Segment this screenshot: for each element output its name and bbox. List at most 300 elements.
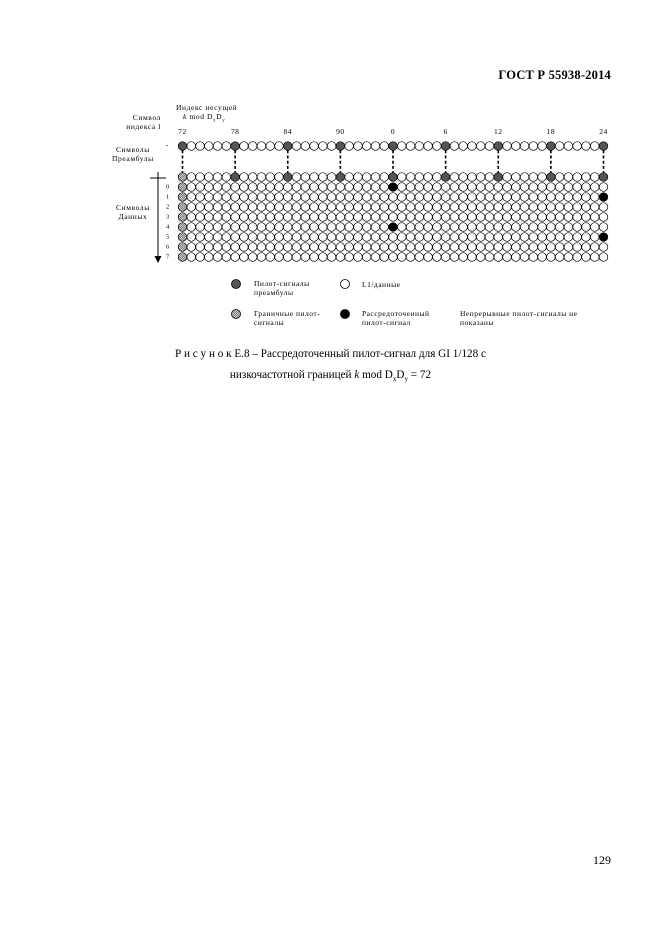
data-cell — [345, 193, 354, 202]
data-cell — [257, 233, 266, 242]
data-cell — [205, 253, 214, 262]
data-cell — [494, 193, 503, 202]
data-cell — [389, 233, 398, 242]
legend-scattered-pilot: Рассредоточенный пилот-сигнал — [362, 309, 430, 327]
data-cell — [397, 183, 406, 192]
data-cell — [564, 253, 573, 262]
data-cell — [345, 173, 354, 182]
legend-l1-data: L1/данные — [362, 280, 401, 289]
data-cell — [327, 213, 336, 222]
data-cell — [415, 183, 424, 192]
data-cell — [327, 193, 336, 202]
data-cell — [371, 203, 380, 212]
data-label-line1: Символы — [116, 203, 150, 212]
data-cell — [573, 223, 582, 232]
data-cell — [257, 223, 266, 232]
data-cell — [573, 173, 582, 182]
data-cell — [485, 213, 494, 222]
preamble-data-cell — [450, 142, 459, 151]
data-cell — [301, 243, 310, 252]
data-cell — [380, 193, 389, 202]
data-cell — [380, 223, 389, 232]
data-cell — [283, 223, 292, 232]
data-cell — [406, 233, 415, 242]
edge-pilot-cell — [178, 243, 187, 252]
data-cell — [319, 253, 328, 262]
data-cell — [319, 173, 328, 182]
data-cell — [441, 213, 450, 222]
data-cell — [529, 243, 538, 252]
data-cell — [240, 223, 249, 232]
data-cell — [441, 223, 450, 232]
data-cell — [231, 203, 240, 212]
data-cell — [590, 213, 599, 222]
data-cell — [187, 203, 196, 212]
data-cell — [547, 243, 556, 252]
row-tick-label: 1 — [166, 193, 170, 201]
data-cell — [441, 233, 450, 242]
data-cell — [397, 223, 406, 232]
data-cell — [266, 203, 275, 212]
preamble-data-cell — [213, 142, 222, 151]
preamble-data-cell — [476, 142, 485, 151]
carrier-label-line2: k mod $D_xD_y$ — [183, 112, 226, 124]
data-cell — [301, 223, 310, 232]
edge-pilot-cell — [178, 253, 187, 262]
data-cell — [345, 203, 354, 212]
data-cell — [292, 243, 301, 252]
data-cell — [590, 253, 599, 262]
data-cell — [389, 203, 398, 212]
edge-pilot-cell — [178, 183, 187, 192]
data-cell — [573, 193, 582, 202]
data-cell — [205, 243, 214, 252]
data-cell — [389, 193, 398, 202]
data-cell — [345, 253, 354, 262]
preamble-data-cell — [362, 142, 371, 151]
data-cell — [380, 253, 389, 262]
preamble-pilot-cell — [441, 173, 450, 182]
data-cell — [555, 183, 564, 192]
data-cell — [240, 253, 249, 262]
data-cell — [292, 203, 301, 212]
data-cell — [301, 253, 310, 262]
data-cell — [441, 183, 450, 192]
data-cell — [494, 213, 503, 222]
data-cell — [389, 213, 398, 222]
data-cell — [319, 243, 328, 252]
preamble-data-cell — [406, 142, 415, 151]
data-cell — [424, 233, 433, 242]
data-cell — [485, 193, 494, 202]
data-cell — [257, 243, 266, 252]
data-cell — [441, 243, 450, 252]
data-cell — [310, 253, 319, 262]
data-cell — [564, 213, 573, 222]
data-cell — [187, 193, 196, 202]
data-cell — [459, 193, 468, 202]
data-cell — [345, 223, 354, 232]
data-cell — [511, 183, 520, 192]
carrier-tick-label: 0 — [390, 127, 396, 136]
data-cell — [371, 223, 380, 232]
preamble-data-cell — [564, 142, 573, 151]
data-cell — [275, 243, 284, 252]
data-cell — [599, 183, 608, 192]
data-cell — [415, 203, 424, 212]
data-cell — [511, 213, 520, 222]
data-cell — [310, 203, 319, 212]
caption-sub-y: y — [404, 375, 408, 384]
data-cell — [529, 213, 538, 222]
data-cell — [520, 183, 529, 192]
data-cell — [327, 183, 336, 192]
caption-d: D — [396, 369, 405, 381]
carrier-tick-label: 24 — [599, 127, 608, 136]
data-cell — [503, 183, 512, 192]
data-cell — [380, 213, 389, 222]
data-cell — [397, 173, 406, 182]
data-cell — [503, 213, 512, 222]
data-cell — [520, 173, 529, 182]
data-cell — [547, 213, 556, 222]
data-cell — [441, 193, 450, 202]
data-cell — [406, 223, 415, 232]
data-cell — [590, 173, 599, 182]
preamble-data-cell — [345, 142, 354, 151]
data-cell — [476, 243, 485, 252]
edge-pilot-cell — [178, 233, 187, 242]
carrier-label-line1: Индекс несущей — [176, 103, 238, 112]
data-cell — [222, 183, 231, 192]
data-cell — [240, 213, 249, 222]
preamble-data-cell — [292, 142, 301, 151]
data-cell — [503, 233, 512, 242]
data-cell — [187, 173, 196, 182]
data-cell — [503, 223, 512, 232]
preamble-pilot-cell — [231, 173, 240, 182]
data-cell — [380, 243, 389, 252]
data-cell — [248, 223, 257, 232]
data-cell — [336, 243, 345, 252]
data-cell — [529, 253, 538, 262]
data-cell — [196, 183, 205, 192]
data-cell — [336, 193, 345, 202]
l1-data-legend-icon — [339, 278, 351, 290]
data-cell — [476, 213, 485, 222]
preamble-pilot-cell — [389, 142, 398, 151]
data-cell — [327, 253, 336, 262]
data-cell — [354, 193, 363, 202]
data-cell — [511, 173, 520, 182]
data-cell — [205, 193, 214, 202]
data-cell — [292, 253, 301, 262]
carrier-tick-label: 12 — [494, 127, 503, 136]
data-cell — [547, 223, 556, 232]
scattered-pilot-cell — [599, 193, 608, 202]
data-label-line2: Данных — [118, 212, 148, 221]
data-cell — [240, 173, 249, 182]
legend-continual-pilots: Непрерывные пилот-сигналы не показаны — [460, 309, 578, 327]
data-cell — [529, 183, 538, 192]
carrier-sub-x: x — [213, 118, 217, 124]
data-cell — [582, 233, 591, 242]
carrier-d: D — [216, 112, 223, 121]
data-cell — [327, 173, 336, 182]
data-cell — [564, 173, 573, 182]
data-cell — [248, 253, 257, 262]
data-cell — [275, 253, 284, 262]
data-cell — [319, 183, 328, 192]
data-cell — [433, 223, 442, 232]
data-cell — [538, 243, 547, 252]
data-cell — [380, 183, 389, 192]
data-cell — [275, 183, 284, 192]
data-cell — [310, 243, 319, 252]
data-cell — [424, 243, 433, 252]
data-cell — [406, 213, 415, 222]
row-tick-label: 4 — [166, 223, 170, 231]
data-cell — [547, 203, 556, 212]
data-cell — [231, 193, 240, 202]
data-cell — [459, 183, 468, 192]
data-cell — [520, 223, 529, 232]
data-cell — [266, 183, 275, 192]
data-cell — [327, 223, 336, 232]
data-cell — [196, 203, 205, 212]
data-cell — [538, 253, 547, 262]
data-cell — [213, 193, 222, 202]
data-cell — [301, 183, 310, 192]
data-cell — [380, 173, 389, 182]
preamble-pilot-cell — [599, 173, 608, 182]
data-cell — [292, 173, 301, 182]
data-cell — [538, 183, 547, 192]
data-cell — [196, 223, 205, 232]
preamble-data-cell — [485, 142, 494, 151]
data-cell — [248, 193, 257, 202]
data-cell — [362, 173, 371, 182]
data-cell — [222, 243, 231, 252]
data-cell — [310, 173, 319, 182]
data-cell — [538, 223, 547, 232]
data-cell — [538, 173, 547, 182]
data-cell — [573, 183, 582, 192]
data-cell — [485, 243, 494, 252]
data-cell — [485, 203, 494, 212]
data-cell — [529, 173, 538, 182]
data-cell — [354, 183, 363, 192]
data-cell — [310, 213, 319, 222]
data-cell — [468, 193, 477, 202]
data-cell — [590, 243, 599, 252]
symbol-label-line1: Символ — [132, 113, 161, 122]
data-cell — [248, 183, 257, 192]
data-cell — [590, 193, 599, 202]
data-cell — [415, 243, 424, 252]
preamble-data-cell — [529, 142, 538, 151]
data-cell — [582, 223, 591, 232]
data-cell — [503, 173, 512, 182]
data-cell — [205, 173, 214, 182]
preamble-data-cell — [222, 142, 231, 151]
data-cell — [231, 233, 240, 242]
data-cell — [362, 183, 371, 192]
data-cell — [397, 233, 406, 242]
data-cell — [476, 183, 485, 192]
data-cell — [415, 253, 424, 262]
data-cell — [494, 203, 503, 212]
data-cell — [248, 233, 257, 242]
data-cell — [520, 253, 529, 262]
data-cell — [476, 193, 485, 202]
preamble-data-cell — [459, 142, 468, 151]
data-cell — [503, 253, 512, 262]
data-cell — [327, 203, 336, 212]
data-cell — [240, 183, 249, 192]
data-cell — [573, 243, 582, 252]
data-cell — [362, 223, 371, 232]
data-cell — [257, 253, 266, 262]
data-cell — [362, 253, 371, 262]
preamble-data-cell — [503, 142, 512, 151]
data-cell — [406, 183, 415, 192]
data-cell — [213, 183, 222, 192]
data-cell — [459, 213, 468, 222]
carrier-tick-label: 78 — [230, 127, 240, 136]
data-cell — [529, 203, 538, 212]
data-cell — [283, 233, 292, 242]
data-cell — [187, 253, 196, 262]
data-cell — [511, 223, 520, 232]
data-cell — [275, 193, 284, 202]
data-cell — [187, 233, 196, 242]
data-cell — [415, 233, 424, 242]
data-cell — [485, 183, 494, 192]
preamble-marker: - — [166, 140, 170, 149]
data-cell — [310, 223, 319, 232]
data-cell — [511, 243, 520, 252]
data-cell — [362, 193, 371, 202]
data-cell — [336, 233, 345, 242]
data-cell — [231, 253, 240, 262]
edge-pilot-cell — [178, 193, 187, 202]
data-cell — [196, 233, 205, 242]
preamble-data-cell — [582, 142, 591, 151]
data-cell — [468, 253, 477, 262]
data-cell — [433, 233, 442, 242]
data-cell — [345, 233, 354, 242]
preamble-data-cell — [354, 142, 363, 151]
preamble-pilot-cell — [283, 142, 292, 151]
data-cell — [275, 233, 284, 242]
data-cell — [275, 173, 284, 182]
preamble-pilot-cell — [494, 173, 503, 182]
carrier-tick-label: 6 — [443, 127, 448, 136]
data-cell — [590, 183, 599, 192]
data-cell — [564, 203, 573, 212]
data-cell — [222, 233, 231, 242]
data-cell — [520, 213, 529, 222]
data-cell — [415, 213, 424, 222]
data-cell — [441, 253, 450, 262]
data-cell — [187, 243, 196, 252]
data-cell — [520, 193, 529, 202]
data-cell — [459, 253, 468, 262]
data-cell — [371, 253, 380, 262]
data-cell — [476, 173, 485, 182]
data-cell — [599, 213, 608, 222]
preamble-data-cell — [573, 142, 582, 151]
data-cell — [397, 243, 406, 252]
data-cell — [433, 193, 442, 202]
data-cell — [266, 223, 275, 232]
data-cell — [275, 213, 284, 222]
data-cell — [450, 233, 459, 242]
data-cell — [511, 253, 520, 262]
data-cell — [547, 193, 556, 202]
data-cell — [389, 253, 398, 262]
preamble-pilot-cell — [178, 173, 187, 182]
data-cell — [397, 253, 406, 262]
data-cell — [319, 223, 328, 232]
preamble-data-cell — [187, 142, 196, 151]
preamble-data-cell — [301, 142, 310, 151]
data-cell — [450, 223, 459, 232]
data-cell — [354, 233, 363, 242]
data-cell — [371, 243, 380, 252]
data-cell — [222, 193, 231, 202]
data-cell — [266, 193, 275, 202]
data-cell — [582, 253, 591, 262]
data-cell — [301, 203, 310, 212]
data-cell — [310, 193, 319, 202]
data-cell — [292, 213, 301, 222]
data-cell — [582, 183, 591, 192]
data-cell — [371, 213, 380, 222]
data-cell — [319, 203, 328, 212]
preamble-pilot-cell — [283, 173, 292, 182]
preamble-data-cell — [275, 142, 284, 151]
data-cell — [292, 223, 301, 232]
data-cell — [459, 223, 468, 232]
data-cell — [222, 213, 231, 222]
data-cell — [213, 213, 222, 222]
standard-header: ГОСТ Р 55938-2014 — [498, 68, 611, 82]
data-cell — [424, 213, 433, 222]
data-cell — [582, 203, 591, 212]
carrier-tick-label: 90 — [336, 127, 345, 136]
row-tick-label: 3 — [166, 213, 170, 221]
data-cell — [468, 233, 477, 242]
data-cell — [529, 193, 538, 202]
data-cell — [573, 203, 582, 212]
preamble-data-cell — [371, 142, 380, 151]
data-cell — [415, 223, 424, 232]
caption-k: k — [354, 369, 360, 381]
data-cell — [468, 223, 477, 232]
data-cell — [415, 173, 424, 182]
data-cell — [468, 243, 477, 252]
preamble-label-line1: Символы — [115, 145, 150, 154]
preamble-data-cell — [327, 142, 336, 151]
legend-edge-pilots: Граничные пилот-сигналы — [254, 309, 321, 327]
row-tick-label: 0 — [166, 183, 170, 191]
preamble-data-cell — [380, 142, 389, 151]
data-cell — [503, 193, 512, 202]
data-cell — [415, 193, 424, 202]
row-tick-label: 6 — [166, 243, 170, 251]
